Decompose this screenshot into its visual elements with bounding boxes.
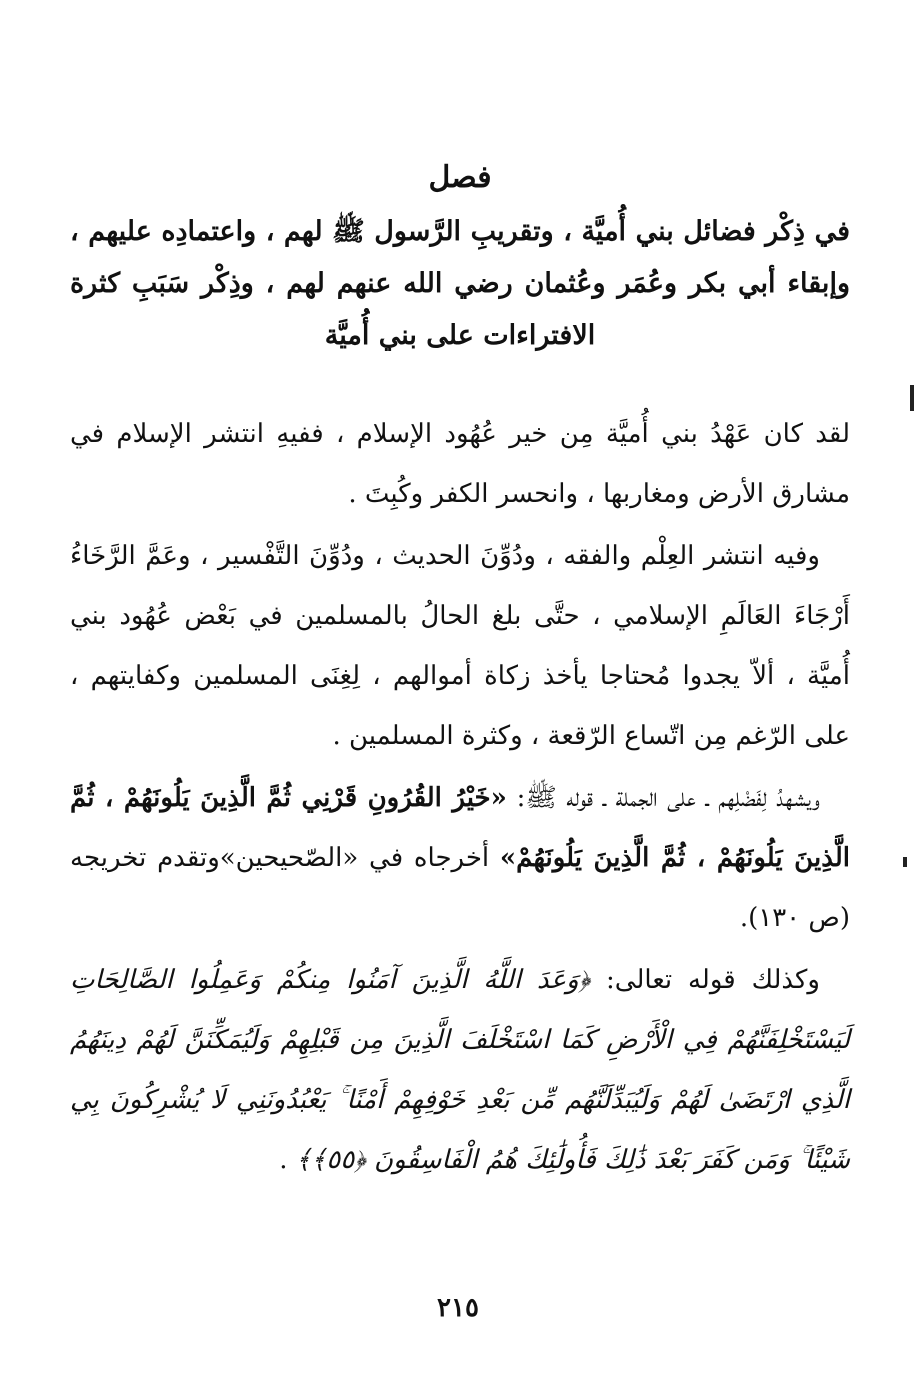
chapter-title: في ذِكْر فضائل بني أُميَّة ، وتقريبِ الرَّسول ﷺ لهم ، واعتمادِه عليهم ، وإبقاء أبي بكر وعُمَر وعُثمان رضي الله عنهم لهم ، وذِكْر سَبَبِ كثرة الافتراءات على بني أُميَّة bbox=[70, 216, 850, 351]
hadith-quote: «خَيْرُ القُرُونِ قَرْنِي ثُمَّ الَّذِينَ يَلُونَهُمْ ، ثُمَّ الَّذِينَ يَلُونَهُمْ ، ثُمَّ الَّذِينَ يَلُونَهُمْ» bbox=[70, 783, 851, 873]
chapter-label: فصل bbox=[428, 160, 492, 195]
book-page bbox=[70, 150, 850, 1192]
scan-edge-mark bbox=[903, 857, 907, 867]
paragraph-4 bbox=[70, 950, 850, 1190]
scan-edge-mark bbox=[910, 385, 914, 411]
paragraph-1: لقد كان عَهْدُ بني أُميَّة مِن خير عُهُود الإسلام ، ففيهِ انتشر الإسلام في مشارق الأرض ومغاربها ، وانحسر الكفر وكُبِتَ . bbox=[70, 419, 850, 509]
paragraph-3 bbox=[70, 768, 850, 948]
quran-verse: ﴿وَعَدَ اللَّهُ الَّذِينَ آمَنُوا مِنكُمْ وَعَمِلُوا الصَّالِحَاتِ لَيَسْتَخْلِفَنَّهُمْ فِي الْأَرْضِ كَمَا اسْتَخْلَفَ الَّذِينَ مِن قَبْلِهِمْ وَلَيُمَكِّنَنَّ لَهُمْ دِينَهُمُ الَّذِي ارْتَضَىٰ لَهُمْ وَلَيُبَدِّلَنَّهُم مِّن بَعْدِ خَوْفِهِمْ أَمْنًا ۚ يَعْبُدُونَنِي لَا يُشْرِكُونَ بِي شَيْئًا ۚ وَمَن كَفَرَ بَعْدَ ذَٰلِكَ فَأُولَٰئِكَ هُمُ الْفَاسِقُونَ ﴿٥٥﴾﴾ bbox=[70, 965, 850, 1175]
paragraph-4-tail: . bbox=[279, 1145, 288, 1175]
paragraph-2: وفيه انتشر العِلْم والفقه ، ودُوِّنَ الحديث ، ودُوِّنَ التَّفْسير ، وعَمَّ الرَّخَاءُ أَرْجَاءَ العَالَمِ الإسلامي ، حتَّى بلغ الحالُ بالمسلمين في بَعْض عُهُود بني أُميَّة ، ألاّ يجدوا مُحتاجا يأخذ زكاة أموالهم ، لِغِنَى المسلمين وكفايتهم ، على الرّغم مِن اتّساع الرّقعة ، وكثرة المسلمين . bbox=[70, 541, 850, 751]
page-number: ٢١٥ bbox=[437, 1293, 479, 1323]
paragraph-4-lead: وكذلك قوله تعالى: bbox=[606, 965, 820, 995]
paragraph-3-tail: أخرجاه في «الصّحيحين»وتقدم تخريجه (ص ١٣٠). bbox=[70, 843, 850, 933]
paragraph-3-lead: ويشهدُ لِفَضْلِهم ـ على الجملة ـ قوله ﷺ: bbox=[516, 783, 821, 813]
